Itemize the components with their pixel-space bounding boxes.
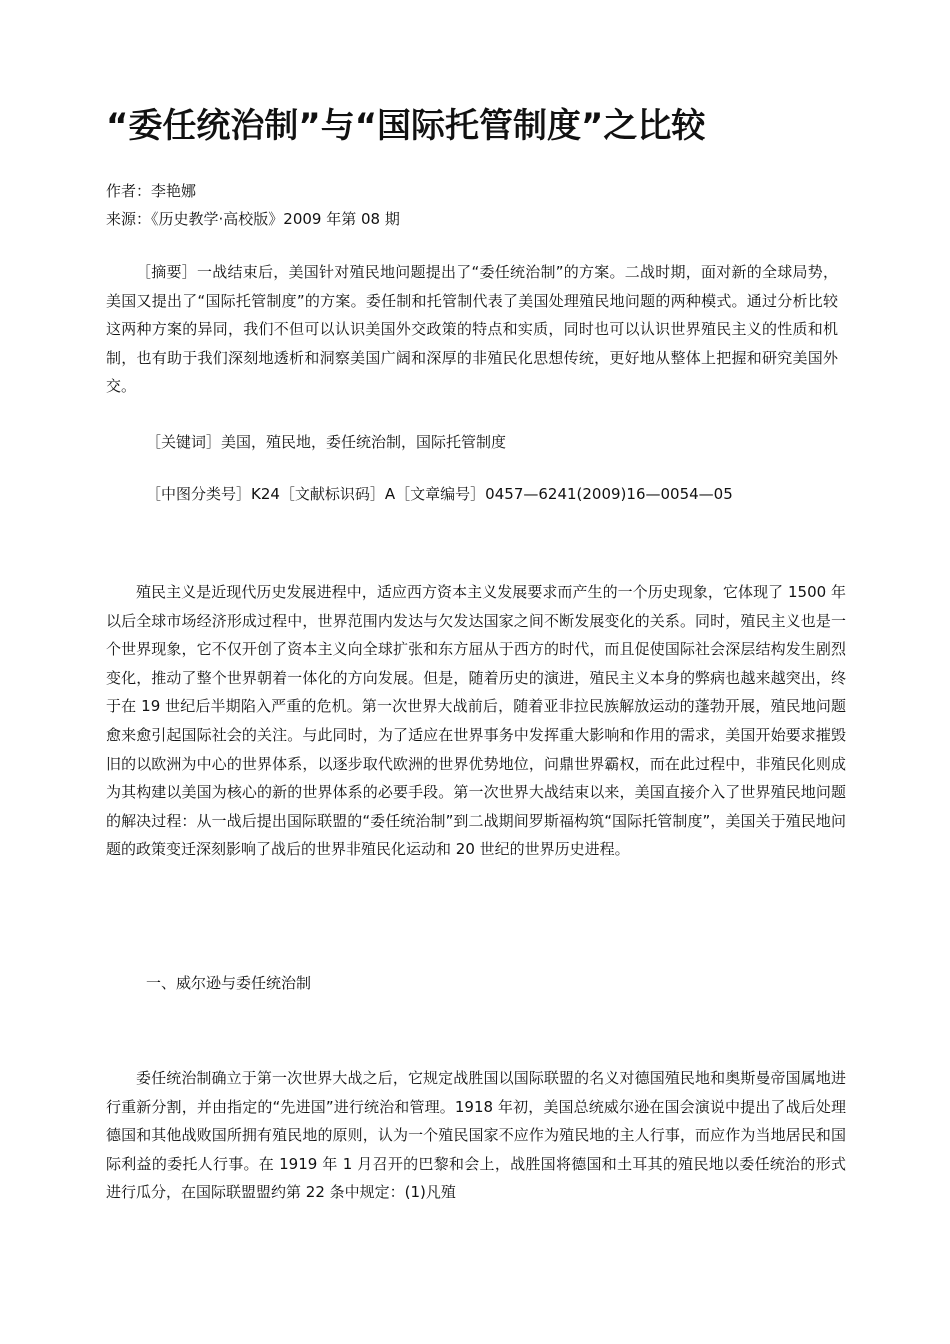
section-paragraph: 委任统治制确立于第一次世界大战之后，它规定战胜国以国际联盟的名义对德国殖民地和奥斯曼帝国属地进行重新分割，并由指定的“先进国”进行统治和管理。1918 年初，美国总统威尔逊在国会演说中提出了战后处理德国和其他战败国所拥有殖民地的原则，认为一个殖民国家不应作为殖民地的主人行事，而应作为当地居民和国际利益的委托人行事。在 1919 年 1 月召开的巴黎和会上，战胜国将德国和土耳其的殖民地以委任统治的形式进行瓜分，在国际联盟盟约第 22 条中规定：(1)凡殖 [106, 1069, 846, 1202]
source-line: 来源：《历史教学·高校版》2009 年第 08 期 [106, 210, 400, 228]
article-title: “委任统治制”与“国际托管制度”之比较 [106, 106, 706, 146]
section-heading: 一、威尔逊与委任统治制 [146, 974, 312, 992]
intro-paragraph: 殖民主义是近现代历史发展进程中，适应西方资本主义发展要求而产生的一个历史现象，它体现了 1500 年以后全球市场经济形成过程中，世界范围内发达与欠发达国家之间不断发展变化的关系。同时，殖民主义也是一个世界现象，它不仅开创了资本主义向全球扩张和东方屈从于西方的时代，而且促使国际社会深层结构发生剧烈变化，推动了整个世界朝着一体化的方向发展。但是，随着历史的演进，殖民主义本身的弊病也越来越突出，终于在 19 世纪后半期陷入严重的危机。第一次世界大战前后，随着亚非拉民族解放运动的蓬勃开展，殖民地问题愈来愈引起国际社会的关注。与此同时，为了适应在世界事务中发挥重大影响和作用的需求，美国开始要求摧毁旧的以欧洲为中心的世界体系，以逐步取代欧洲的世界优势地位，问鼎世界霸权，而在此过程中，非殖民化则成为其构建以美国为核心的新的世界体系的必要手段。第一次世界大战结束以来，美国直接介入了世界殖民地问题的解决过程：从一战后提出国际联盟的“委任统治制”到二战期间罗斯福构筑“国际托管制度”，美国关于殖民地问题的政策变迁深刻影响了战后的世界非殖民化运动和 20 世纪的世界历史进程。 [106, 583, 846, 859]
classification-line: ［中图分类号］K24［文献标识码］A［文章编号］0457—6241(2009)16—0054—05 [146, 485, 733, 503]
author-line: 作者：李艳娜 [106, 182, 197, 200]
abstract-paragraph: ［摘要］一战结束后，美国针对殖民地问题提出了“委任统治制”的方案。二战时期，面对新的全球局势，美国又提出了“国际托管制度”的方案。委任制和托管制代表了美国处理殖民地问题的两种模式。通过分析比较这两种方案的异同，我们不但可以认识美国外交政策的特点和实质，同时也可以认识世界殖民主义的性质和机制，也有助于我们深刻地透析和洞察美国广阔和深厚的非殖民化思想传统，更好地从整体上把握和研究美国外交。 [106, 263, 838, 396]
keywords-line: ［关键词］美国，殖民地，委任统治制，国际托管制度 [146, 433, 507, 451]
